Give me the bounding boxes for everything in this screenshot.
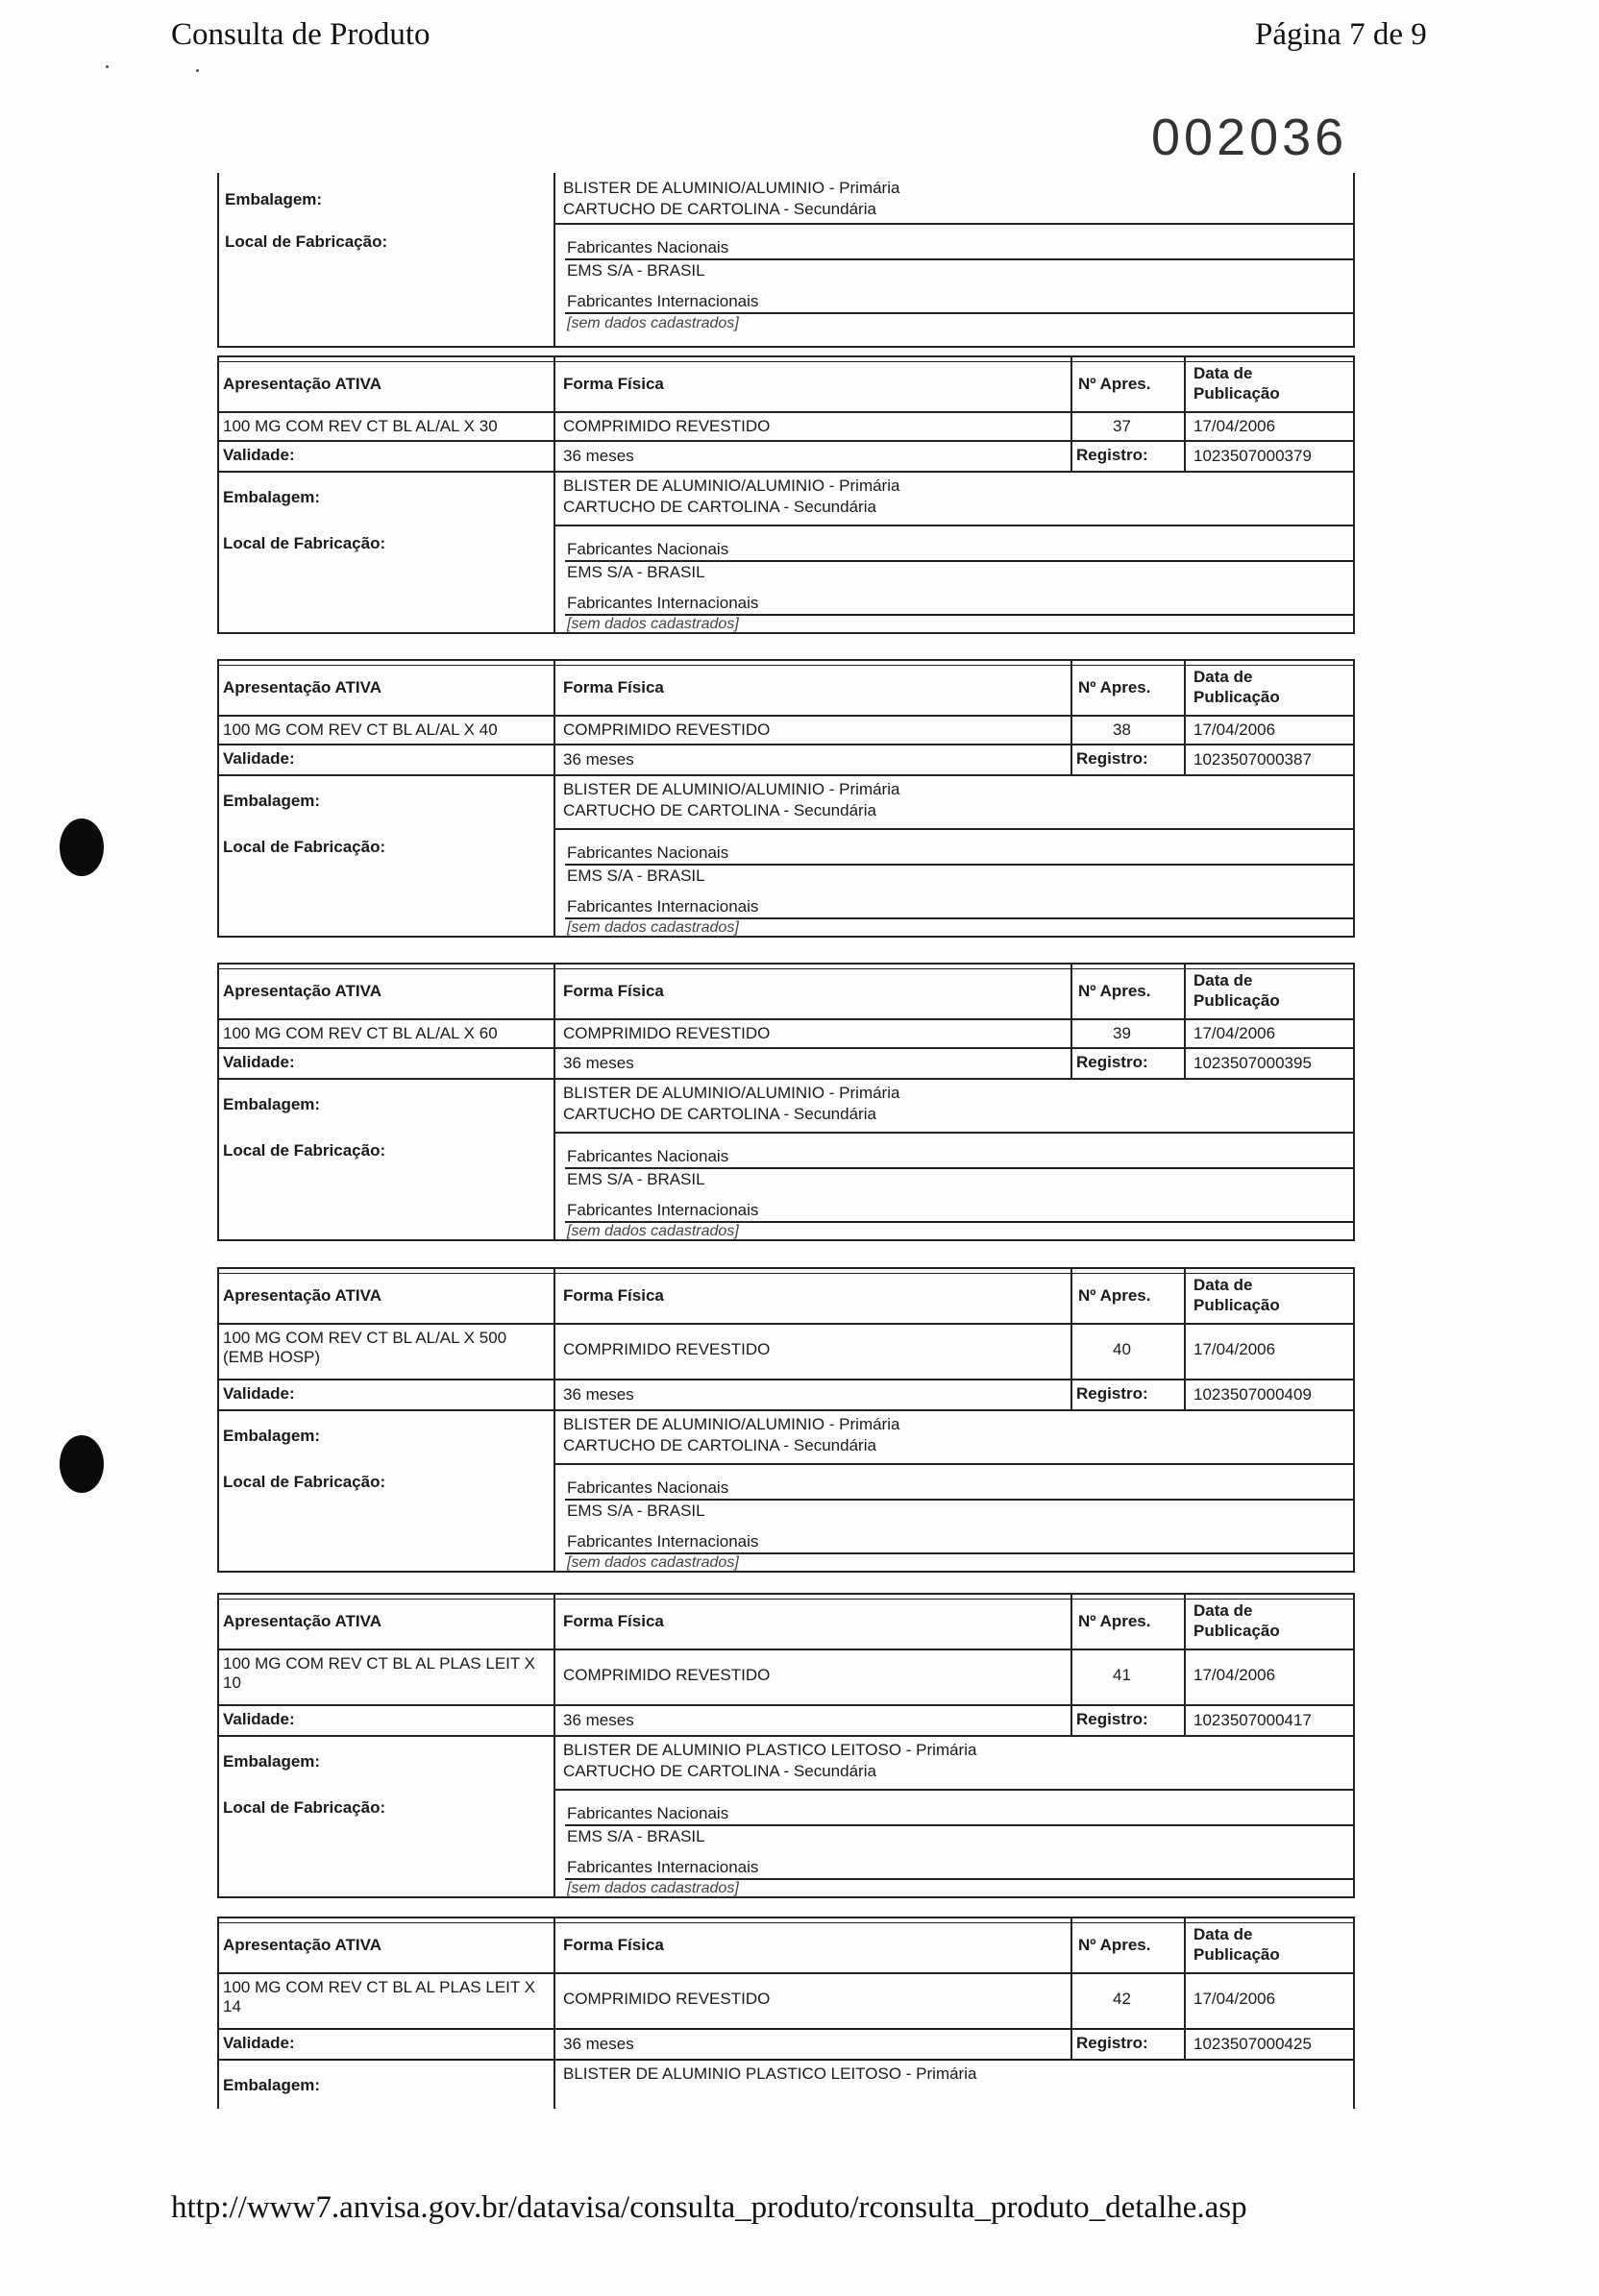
data-publicacao-value: 17/04/2006 bbox=[1193, 1340, 1276, 1358]
fabricante-nacional: EMS S/A - BRASIL bbox=[567, 1502, 705, 1520]
embalagem-secundaria: CARTUCHO DE CARTOLINA - Secundária bbox=[563, 801, 876, 819]
rule-line bbox=[217, 355, 219, 632]
fabricante-nacional: EMS S/A - BRASIL bbox=[567, 1170, 705, 1188]
label-embalagem: Embalagem: bbox=[223, 1095, 321, 1113]
label-validade: Validade: bbox=[223, 2034, 295, 2052]
punch-hole bbox=[60, 1435, 104, 1493]
n-apres-value: 40 bbox=[1113, 1340, 1131, 1358]
fabricantes-internacionais-heading: Fabricantes Internacionais bbox=[567, 897, 759, 916]
fabricantes-internacionais-heading: Fabricantes Internacionais bbox=[567, 1201, 759, 1219]
forma-fisica-value: COMPRIMIDO REVESTIDO bbox=[563, 1024, 771, 1042]
label-validade: Validade: bbox=[223, 1053, 295, 1071]
rule-line bbox=[554, 355, 555, 632]
rule-line bbox=[217, 471, 1355, 473]
rule-line bbox=[1353, 173, 1355, 346]
underline bbox=[565, 1824, 1353, 1826]
fabricante-nacional: EMS S/A - BRASIL bbox=[567, 1827, 705, 1845]
forma-fisica-value: COMPRIMIDO REVESTIDO bbox=[563, 417, 771, 435]
embalagem-primaria: BLISTER DE ALUMINIO PLASTICO LEITOSO - Primária bbox=[563, 2064, 977, 2083]
registro-value: 1023507000387 bbox=[1193, 750, 1312, 769]
embalagem-primaria: BLISTER DE ALUMINIO/ALUMINIO - Primária bbox=[563, 1415, 900, 1433]
fabricantes-internacionais-heading: Fabricantes Internacionais bbox=[567, 1532, 759, 1551]
forma-fisica-value: COMPRIMIDO REVESTIDO bbox=[563, 1340, 771, 1358]
rule-line bbox=[1184, 963, 1186, 1078]
record-continuation bbox=[217, 173, 1355, 346]
registro-value: 1023507000395 bbox=[1193, 1054, 1312, 1072]
rule-line bbox=[217, 2059, 1355, 2061]
rule-line bbox=[217, 1571, 1355, 1573]
label-n-apres: Nº Apres. bbox=[1078, 982, 1151, 1000]
page-indicator: Página 7 de 9 bbox=[1255, 17, 1427, 52]
label-n-apres: Nº Apres. bbox=[1078, 678, 1151, 696]
rule-line bbox=[554, 963, 555, 1239]
label-n-apres: Nº Apres. bbox=[1078, 375, 1151, 393]
apresentacao-value: 100 MG COM REV CT BL AL PLAS LEIT X 14 bbox=[223, 1978, 536, 2015]
label-data-publicacao: Data de Publicação bbox=[1193, 1601, 1280, 1640]
n-apres-value: 41 bbox=[1113, 1666, 1131, 1684]
embalagem-primaria: BLISTER DE ALUMINIO/ALUMINIO - Primária bbox=[563, 179, 900, 197]
data-publicacao-value: 17/04/2006 bbox=[1193, 417, 1276, 435]
embalagem-secundaria: CARTUCHO DE CARTOLINA - Secundária bbox=[563, 1436, 876, 1454]
speck bbox=[106, 65, 109, 68]
rule-line bbox=[217, 1896, 1355, 1898]
rule-line bbox=[1353, 1267, 1355, 1571]
forma-fisica-value: COMPRIMIDO REVESTIDO bbox=[563, 721, 771, 739]
n-apres-value: 38 bbox=[1113, 721, 1131, 739]
rule-line bbox=[217, 1267, 219, 1571]
label-registro: Registro: bbox=[1076, 1384, 1148, 1403]
rule-line bbox=[217, 346, 1355, 348]
rule-line bbox=[217, 963, 219, 1239]
label-data-publicacao: Data de Publicação bbox=[1193, 1925, 1280, 1964]
label-registro: Registro: bbox=[1076, 2034, 1148, 2052]
sem-dados: [sem dados cadastrados] bbox=[567, 315, 739, 331]
rule-line bbox=[554, 1132, 1355, 1134]
rule-line bbox=[554, 1789, 1355, 1791]
punch-hole bbox=[60, 818, 104, 876]
label-forma-fisica: Forma Física bbox=[563, 982, 664, 1000]
label-forma-fisica: Forma Física bbox=[563, 1936, 664, 1954]
rule-line bbox=[554, 659, 555, 936]
fabricantes-internacionais-heading: Fabricantes Internacionais bbox=[567, 1858, 759, 1876]
fabricante-nacional: EMS S/A - BRASIL bbox=[567, 261, 705, 280]
label-registro: Registro: bbox=[1076, 446, 1148, 464]
apresentacao-value: 100 MG COM REV CT BL AL/AL X 500 (EMB HOSP) bbox=[223, 1329, 507, 1366]
embalagem-secundaria: CARTUCHO DE CARTOLINA - Secundária bbox=[563, 498, 876, 516]
label-forma-fisica: Forma Física bbox=[563, 1612, 664, 1630]
rule-line bbox=[554, 1267, 555, 1571]
label-apresentacao: Apresentação ATIVA bbox=[223, 982, 382, 1000]
forma-fisica-value: COMPRIMIDO REVESTIDO bbox=[563, 1990, 771, 2008]
label-local-fabricacao: Local de Fabricação: bbox=[223, 534, 386, 552]
validade-value: 36 meses bbox=[563, 1711, 634, 1729]
validade-value: 36 meses bbox=[563, 2035, 634, 2053]
rule-line bbox=[554, 173, 555, 346]
label-validade: Validade: bbox=[223, 446, 295, 464]
rule-line bbox=[554, 828, 1355, 830]
rule-line bbox=[217, 1593, 219, 1896]
rule-line bbox=[217, 173, 219, 346]
embalagem-secundaria: CARTUCHO DE CARTOLINA - Secundária bbox=[563, 1762, 876, 1780]
data-publicacao-value: 17/04/2006 bbox=[1193, 1990, 1276, 2008]
label-data-publicacao: Data de Publicação bbox=[1193, 971, 1280, 1010]
rule-line bbox=[1184, 355, 1186, 471]
label-embalagem: Embalagem: bbox=[223, 2076, 321, 2094]
label-validade: Validade: bbox=[223, 1710, 295, 1728]
label-local-fabricacao: Local de Fabricação: bbox=[223, 838, 386, 856]
registro-value: 1023507000409 bbox=[1193, 1385, 1312, 1404]
label-data-publicacao: Data de Publicação bbox=[1193, 364, 1280, 403]
rule-line bbox=[1353, 963, 1355, 1239]
label-validade: Validade: bbox=[223, 1384, 295, 1403]
rule-line bbox=[217, 1239, 1355, 1241]
rule-line bbox=[1070, 659, 1072, 774]
rule-line bbox=[1184, 1917, 1186, 2059]
apresentacao-value: 100 MG COM REV CT BL AL PLAS LEIT X 10 bbox=[223, 1654, 536, 1692]
rule-line bbox=[554, 223, 1355, 225]
fabricantes-nacionais-heading: Fabricantes Nacionais bbox=[567, 843, 729, 862]
rule-line bbox=[554, 1917, 555, 2109]
underline bbox=[565, 560, 1353, 562]
rule-line bbox=[1070, 1593, 1072, 1735]
label-data-publicacao: Data de Publicação bbox=[1193, 668, 1280, 706]
embalagem-primaria: BLISTER DE ALUMINIO/ALUMINIO - Primária bbox=[563, 476, 900, 495]
label-validade: Validade: bbox=[223, 749, 295, 768]
fabricantes-nacionais-heading: Fabricantes Nacionais bbox=[567, 1478, 729, 1497]
label-apresentacao: Apresentação ATIVA bbox=[223, 375, 382, 393]
rule-line bbox=[554, 1463, 1355, 1465]
embalagem-secundaria: CARTUCHO DE CARTOLINA - Secundária bbox=[563, 1105, 876, 1123]
n-apres-value: 39 bbox=[1113, 1024, 1131, 1042]
rule-line bbox=[554, 1593, 555, 1896]
underline bbox=[565, 312, 1353, 314]
registro-value: 1023507000379 bbox=[1193, 447, 1312, 465]
registro-value: 1023507000417 bbox=[1193, 1711, 1312, 1729]
sem-dados: [sem dados cadastrados] bbox=[567, 616, 739, 632]
embalagem-primaria: BLISTER DE ALUMINIO PLASTICO LEITOSO - Primária bbox=[563, 1741, 977, 1759]
data-publicacao-value: 17/04/2006 bbox=[1193, 1666, 1276, 1684]
label-n-apres: Nº Apres. bbox=[1078, 1936, 1151, 1954]
rule-line bbox=[554, 525, 1355, 526]
rule-line bbox=[1070, 355, 1072, 471]
label-embalagem: Embalagem: bbox=[225, 190, 323, 208]
fabricantes-nacionais-heading: Fabricantes Nacionais bbox=[567, 1147, 729, 1165]
data-publicacao-value: 17/04/2006 bbox=[1193, 721, 1276, 739]
embalagem-secundaria: CARTUCHO DE CARTOLINA - Secundária bbox=[563, 200, 876, 218]
label-data-publicacao: Data de Publicação bbox=[1193, 1276, 1280, 1314]
underline bbox=[565, 258, 1353, 260]
validade-value: 36 meses bbox=[563, 447, 634, 465]
n-apres-value: 37 bbox=[1113, 417, 1131, 435]
rule-line bbox=[1070, 963, 1072, 1078]
label-n-apres: Nº Apres. bbox=[1078, 1286, 1151, 1305]
embalagem-primaria: BLISTER DE ALUMINIO/ALUMINIO - Primária bbox=[563, 1084, 900, 1102]
stamp-number: 002036 bbox=[1151, 109, 1348, 166]
apresentacao-value: 100 MG COM REV CT BL AL/AL X 40 bbox=[223, 721, 498, 739]
rule-line bbox=[1184, 1267, 1186, 1409]
apresentacao-value: 100 MG COM REV CT BL AL/AL X 30 bbox=[223, 417, 498, 435]
rule-line bbox=[1184, 1593, 1186, 1735]
fabricantes-internacionais-heading: Fabricantes Internacionais bbox=[567, 292, 759, 310]
label-embalagem: Embalagem: bbox=[223, 1752, 321, 1771]
embalagem-primaria: BLISTER DE ALUMINIO/ALUMINIO - Primária bbox=[563, 780, 900, 798]
fabricante-nacional: EMS S/A - BRASIL bbox=[567, 867, 705, 885]
label-apresentacao: Apresentação ATIVA bbox=[223, 1612, 382, 1630]
rule-line bbox=[1353, 659, 1355, 936]
sem-dados: [sem dados cadastrados] bbox=[567, 1554, 739, 1571]
label-registro: Registro: bbox=[1076, 1053, 1148, 1071]
label-local-fabricacao: Local de Fabricação: bbox=[223, 1473, 386, 1491]
sem-dados: [sem dados cadastrados] bbox=[567, 1880, 739, 1896]
label-apresentacao: Apresentação ATIVA bbox=[223, 1936, 382, 1954]
sem-dados: [sem dados cadastrados] bbox=[567, 1223, 739, 1239]
underline bbox=[565, 1167, 1353, 1169]
data-publicacao-value: 17/04/2006 bbox=[1193, 1024, 1276, 1042]
rule-line bbox=[1070, 1267, 1072, 1409]
rule-line bbox=[217, 1078, 1355, 1080]
rule-line bbox=[217, 774, 1355, 776]
fabricantes-internacionais-heading: Fabricantes Internacionais bbox=[567, 594, 759, 612]
label-forma-fisica: Forma Física bbox=[563, 678, 664, 696]
label-apresentacao: Apresentação ATIVA bbox=[223, 678, 382, 696]
rule-line bbox=[217, 1409, 1355, 1411]
validade-value: 36 meses bbox=[563, 750, 634, 769]
speck bbox=[196, 69, 199, 72]
rule-line bbox=[1353, 1593, 1355, 1896]
label-local-fabricacao: Local de Fabricação: bbox=[225, 232, 388, 251]
registro-value: 1023507000425 bbox=[1193, 2035, 1312, 2053]
label-forma-fisica: Forma Física bbox=[563, 1286, 664, 1305]
rule-line bbox=[217, 1735, 1355, 1737]
page-title: Consulta de Produto bbox=[171, 17, 430, 52]
label-apresentacao: Apresentação ATIVA bbox=[223, 1286, 382, 1305]
fabricantes-nacionais-heading: Fabricantes Nacionais bbox=[567, 540, 729, 558]
label-forma-fisica: Forma Física bbox=[563, 375, 664, 393]
label-n-apres: Nº Apres. bbox=[1078, 1612, 1151, 1630]
label-embalagem: Embalagem: bbox=[223, 1427, 321, 1445]
label-embalagem: Embalagem: bbox=[223, 792, 321, 810]
apresentacao-value: 100 MG COM REV CT BL AL/AL X 60 bbox=[223, 1024, 498, 1042]
label-local-fabricacao: Local de Fabricação: bbox=[223, 1798, 386, 1817]
fabricantes-nacionais-heading: Fabricantes Nacionais bbox=[567, 238, 729, 256]
fabricante-nacional: EMS S/A - BRASIL bbox=[567, 563, 705, 581]
rule-line bbox=[1353, 1917, 1355, 2109]
rule-line bbox=[1184, 659, 1186, 774]
sem-dados: [sem dados cadastrados] bbox=[567, 919, 739, 936]
rule-line bbox=[217, 1917, 219, 2109]
fabricantes-nacionais-heading: Fabricantes Nacionais bbox=[567, 1804, 729, 1822]
rule-line bbox=[1353, 355, 1355, 632]
validade-value: 36 meses bbox=[563, 1385, 634, 1404]
rule-line bbox=[217, 659, 219, 936]
rule-line bbox=[1070, 1917, 1072, 2059]
footer-url: http://www7.anvisa.gov.br/datavisa/consulta_produto/rconsulta_produto_detalhe.asp bbox=[171, 2190, 1247, 2225]
label-local-fabricacao: Local de Fabricação: bbox=[223, 1141, 386, 1160]
label-embalagem: Embalagem: bbox=[223, 488, 321, 506]
label-registro: Registro: bbox=[1076, 749, 1148, 768]
label-registro: Registro: bbox=[1076, 1710, 1148, 1728]
rule-line bbox=[217, 632, 1355, 634]
forma-fisica-value: COMPRIMIDO REVESTIDO bbox=[563, 1666, 771, 1684]
underline bbox=[565, 1499, 1353, 1501]
underline bbox=[565, 864, 1353, 866]
n-apres-value: 42 bbox=[1113, 1990, 1131, 2008]
rule-line bbox=[217, 936, 1355, 938]
validade-value: 36 meses bbox=[563, 1054, 634, 1072]
